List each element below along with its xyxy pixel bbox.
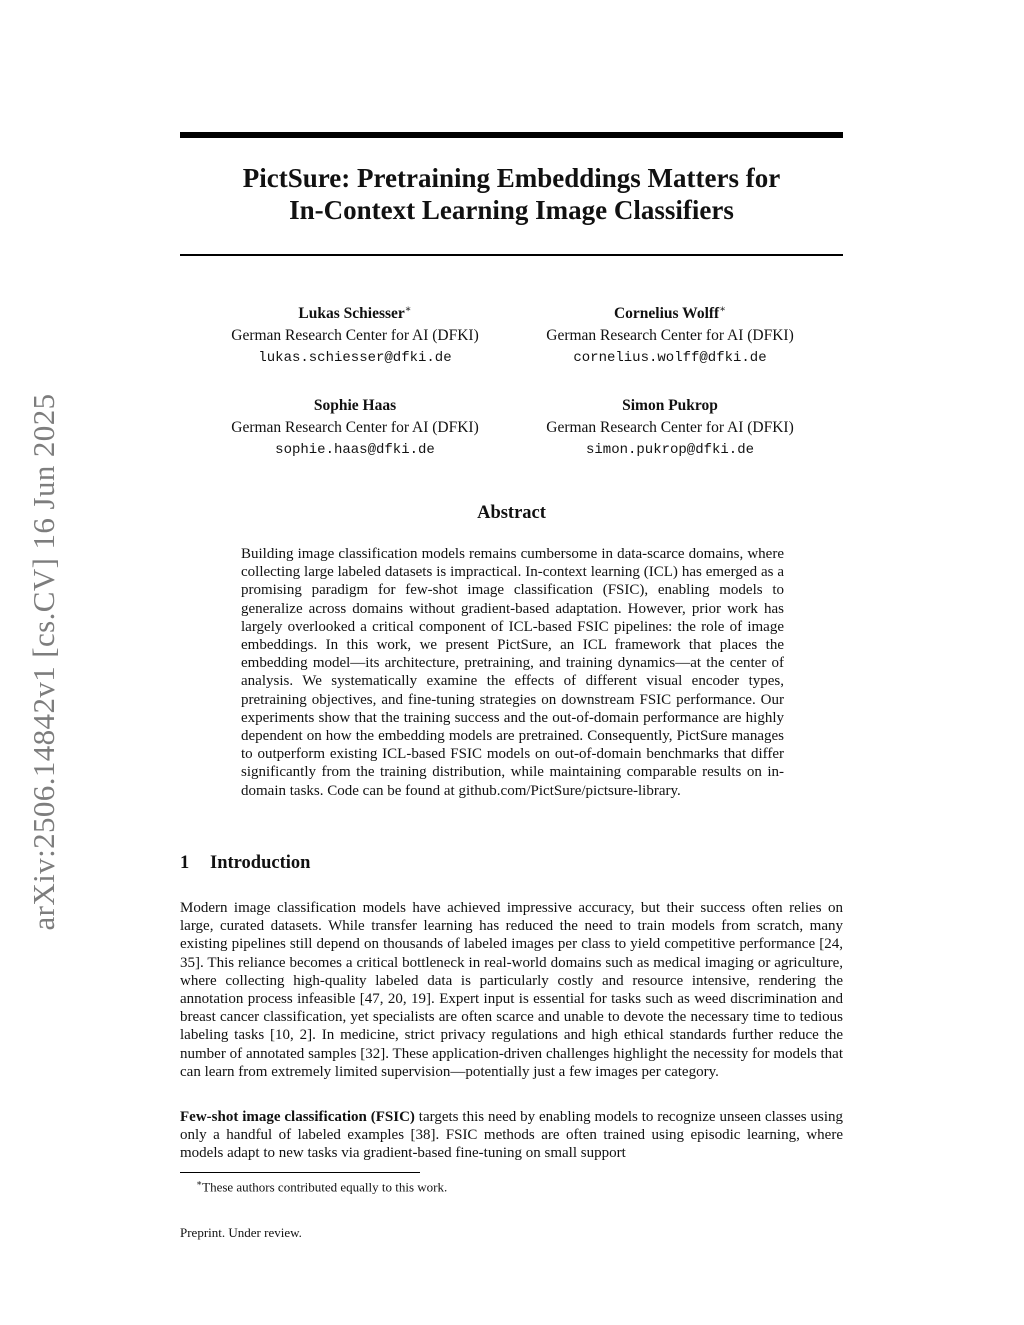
- arxiv-identifier-text: arXiv:2506.14842v1 [cs.CV] 16 Jun 2025: [26, 393, 61, 931]
- intro-paragraph-2: [180, 1108, 843, 1163]
- fsic-term: Few-shot image classification (FSIC): [180, 1109, 415, 1125]
- author-block: [505, 299, 835, 369]
- paper-title: [180, 162, 843, 226]
- author-name: Cornelius Wolff∗: [613, 304, 726, 323]
- author-email: lukas.schiesser@dfki.de: [258, 350, 452, 367]
- footnote-mark: ∗: [196, 1178, 203, 1188]
- author-block: [190, 299, 520, 369]
- section-number: 1: [180, 853, 190, 873]
- author-block: [505, 391, 835, 461]
- author-email: sophie.haas@dfki.de: [275, 442, 435, 459]
- arxiv-identifier: [14, 0, 74, 1325]
- author-name: Sophie Haas: [313, 397, 397, 415]
- footnote-text: These authors contributed equally to this work.: [202, 1179, 448, 1195]
- author-email: cornelius.wolff@dfki.de: [573, 350, 767, 367]
- section-title: Introduction: [210, 853, 311, 873]
- footnote-rule: [180, 1172, 420, 1173]
- footnote: [196, 1178, 447, 1195]
- author-email: simon.pukrop@dfki.de: [585, 442, 755, 459]
- abstract-heading: Abstract: [477, 503, 546, 523]
- author-name: Simon Pukrop: [622, 397, 718, 415]
- author-block: [190, 391, 520, 461]
- author-name: Lukas Schiesser∗: [298, 304, 412, 323]
- title-line-1: PictSure: Pretraining Embeddings Matters for: [242, 163, 781, 193]
- author-affiliation: German Research Center for AI (DFKI): [546, 327, 794, 345]
- section-heading: [180, 853, 310, 874]
- preprint-notice: Preprint. Under review.: [180, 1225, 302, 1240]
- title-top-rule: [180, 132, 843, 138]
- author-affiliation: German Research Center for AI (DFKI): [546, 419, 794, 437]
- intro-paragraph-2-text: targets this need by enabling models to recognize unseen classes using only a handful of labeled examples [38]. FSIC methods are often trained using episodic learning, where models adapt to new tasks via gradient-based fine-tuning on small support: [180, 1109, 844, 1162]
- title-line-2: In-Context Learning Image Classifiers: [289, 195, 734, 225]
- intro-paragraph-1: Modern image classification models have achieved impressive accuracy, but their success often relies on large, curated datasets. While transfer learning has reduced the need to train models from scratch, many existing pipelines still depend on thousands of labeled images per class to yield competitive performance [24, 35]. This reliance becomes a critical bottleneck in real-world domains such as medical imaging or agriculture, where collecting high-quality labeled data is particularly costly and resource intensive, rendering the annotation process infeasible [47, 20, 19]. Expert input is essential for tasks such as weed discrimination and breast cancer classification, yet specialists are often scarce and unable to devote the necessary time to tedious labeling tasks [10, 2]. In medicine, strict privacy regulations and high ethical standards further reduce the number of annotated samples [32]. These application-driven challenges highlight the necessity for models that can learn from extremely limited supervision—potentially just a few images per category.: [180, 900, 843, 1080]
- author-affiliation: German Research Center for AI (DFKI): [231, 419, 479, 437]
- title-bottom-rule: [180, 254, 843, 256]
- author-affiliation: German Research Center for AI (DFKI): [231, 327, 479, 345]
- abstract-text: Building image classification models remains cumbersome in data-scarce domains, where collecting large labeled datasets is impractical. In-context learning (ICL) has emerged as a promising paradigm for few-shot image classification (FSIC), enabling models to generalize across domains without gradient-based adaptation. However, prior work has largely overlooked a critical component of ICL-based FSIC pipelines: the role of image embeddings. In this work, we present PictSure, an ICL framework that places the embedding model—its architecture, pretraining, and training dynamics—at the center of analysis. We systematically examine the effects of different visual encoder types, pretraining objectives, and fine-tuning strategies on downstream FSIC performance. Our experiments show that the training success and the out-of-domain performance are highly dependent on how the embedding models are pretrained. Consequently, PictSure manages to outperform existing ICL-based FSIC models on out-of-domain benchmarks that differ significantly from the training distribution, while maintaining comparable results on in-domain tasks. Code can be found at github.com/PictSure/pictsure-library.: [241, 546, 784, 799]
